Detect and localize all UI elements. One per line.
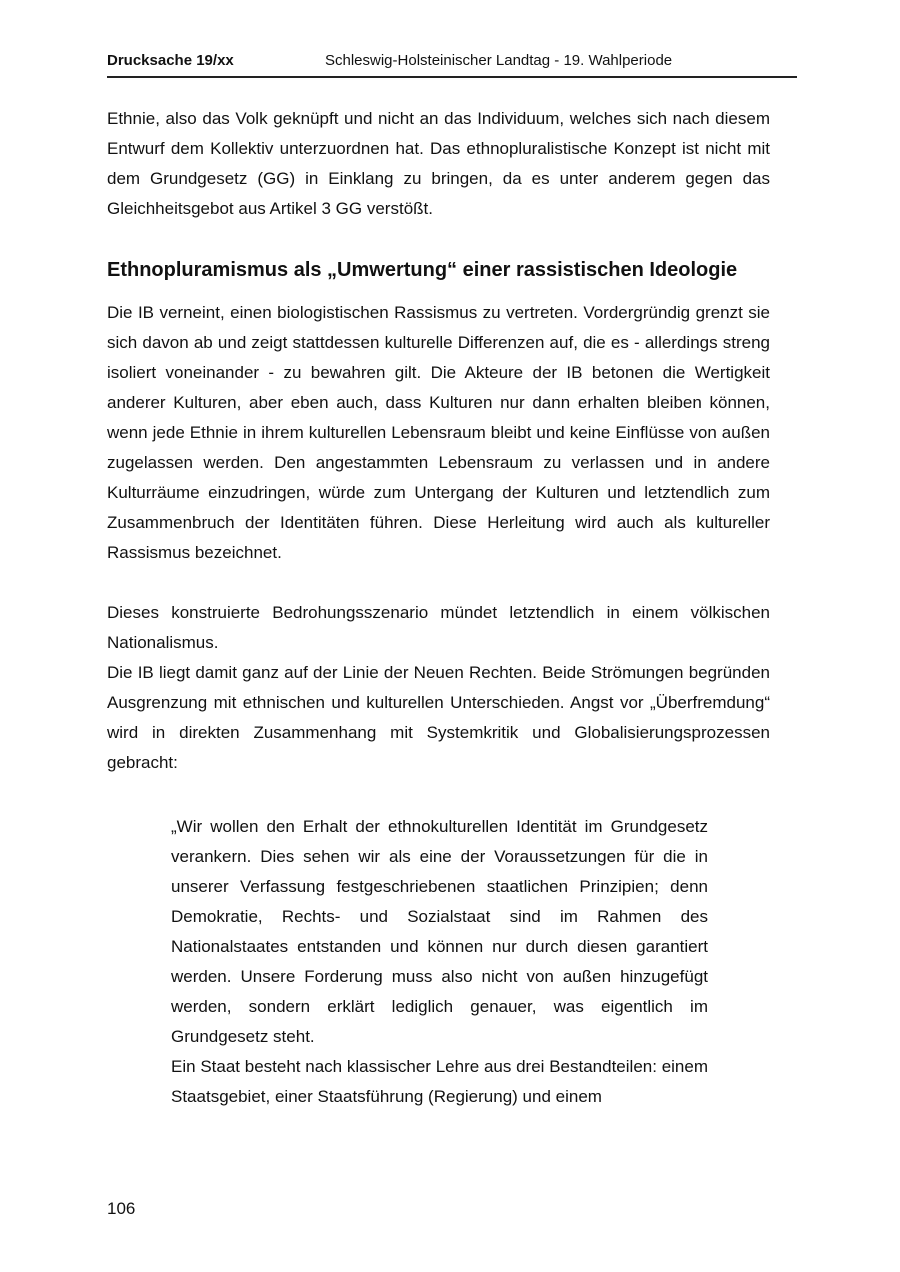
- quote-paragraph-2: Ein Staat besteht nach klassischer Lehre aus drei Bestandteilen: einem Staatsgebiet, einer Staatsführung (Regierung) und einem: [171, 1057, 708, 1106]
- paragraph-bedrohungsszenario: Dieses konstruierte Bedrohungsszenario mündet letztendlich in einem völkischen Nationalismus.: [107, 603, 770, 652]
- paragraph-intro: Ethnie, also das Volk geknüpft und nicht an das Individuum, welches sich nach diesem Entwurf dem Kollektiv unterzuordnen hat. Das ethnopluralistische Konzept ist nicht mit dem Grundgesetz (GG) in Einklang zu bringen, da es unter anderem gegen das Gleichheitsgebot aus Artikel 3 GG verstößt.: [107, 109, 770, 218]
- document-source: Schleswig-Holsteinischer Landtag - 19. Wahlperiode: [325, 52, 673, 69]
- paragraph-gap: [107, 568, 770, 598]
- paragraph-ib-rassismus: Die IB verneint, einen biologistischen Rassismus zu vertreten. Vordergründig grenzt sie sich davon ab und zeigt stattdessen kulturelle Differenzen auf, die es - allerdings streng isoliert voneinander - zu bewahren gilt. Die Akteure der IB betonen die Wertigkeit anderer Kulturen, aber eben auch, dass Kulturen nur dann erhalten bleiben können, wenn jede Ethnie in ihrem kulturellen Lebensraum bleibt und keine Einflüsse von außen zugelassen werden. Den angestammten Lebensraum zu verlassen und in andere Kulturräume einzudringen, würde zum Untergang der Kulturen und letztendlich zum Zusammenbruch der Identitäten führen. Diese Herleitung wird auch als kultureller Rassismus bezeichnet.: [107, 303, 770, 562]
- section-heading: Ethnopluramismus als „Umwertung“ einer rassistischen Ideologie: [107, 259, 738, 281]
- page-content: [107, 104, 770, 1112]
- block-quote: [171, 812, 708, 1112]
- page-header: [107, 50, 797, 78]
- paragraph-neue-rechte: Die IB liegt damit ganz auf der Linie der Neuen Rechten. Beide Strömungen begründen Ausgrenzung mit ethnischen und kulturellen Unterschieden. Angst vor „Überfremdung“ wird in direkten Zusammenhang mit Systemkritik und Globalisierungsprozessen gebracht:: [107, 663, 770, 772]
- document-id: Drucksache 19/xx: [107, 52, 234, 69]
- page-number: 106: [107, 1199, 136, 1218]
- quote-paragraph-1: „Wir wollen den Erhalt der ethnokulturellen Identität im Grundgesetz verankern. Dies sehen wir als eine der Voraussetzungen für die in unserer Verfassung festgeschriebenen staatlichen Prinzipien; denn Demokratie, Rechts- und Sozialstaat sind im Rahmen des Nationalstaates entstanden und können nur durch diesen garantiert werden. Unsere Forderung muss also nicht von außen hinzugefügt werden, sondern erklärt lediglich genauer, was eigentlich im Grundgesetz steht.: [171, 817, 708, 1046]
